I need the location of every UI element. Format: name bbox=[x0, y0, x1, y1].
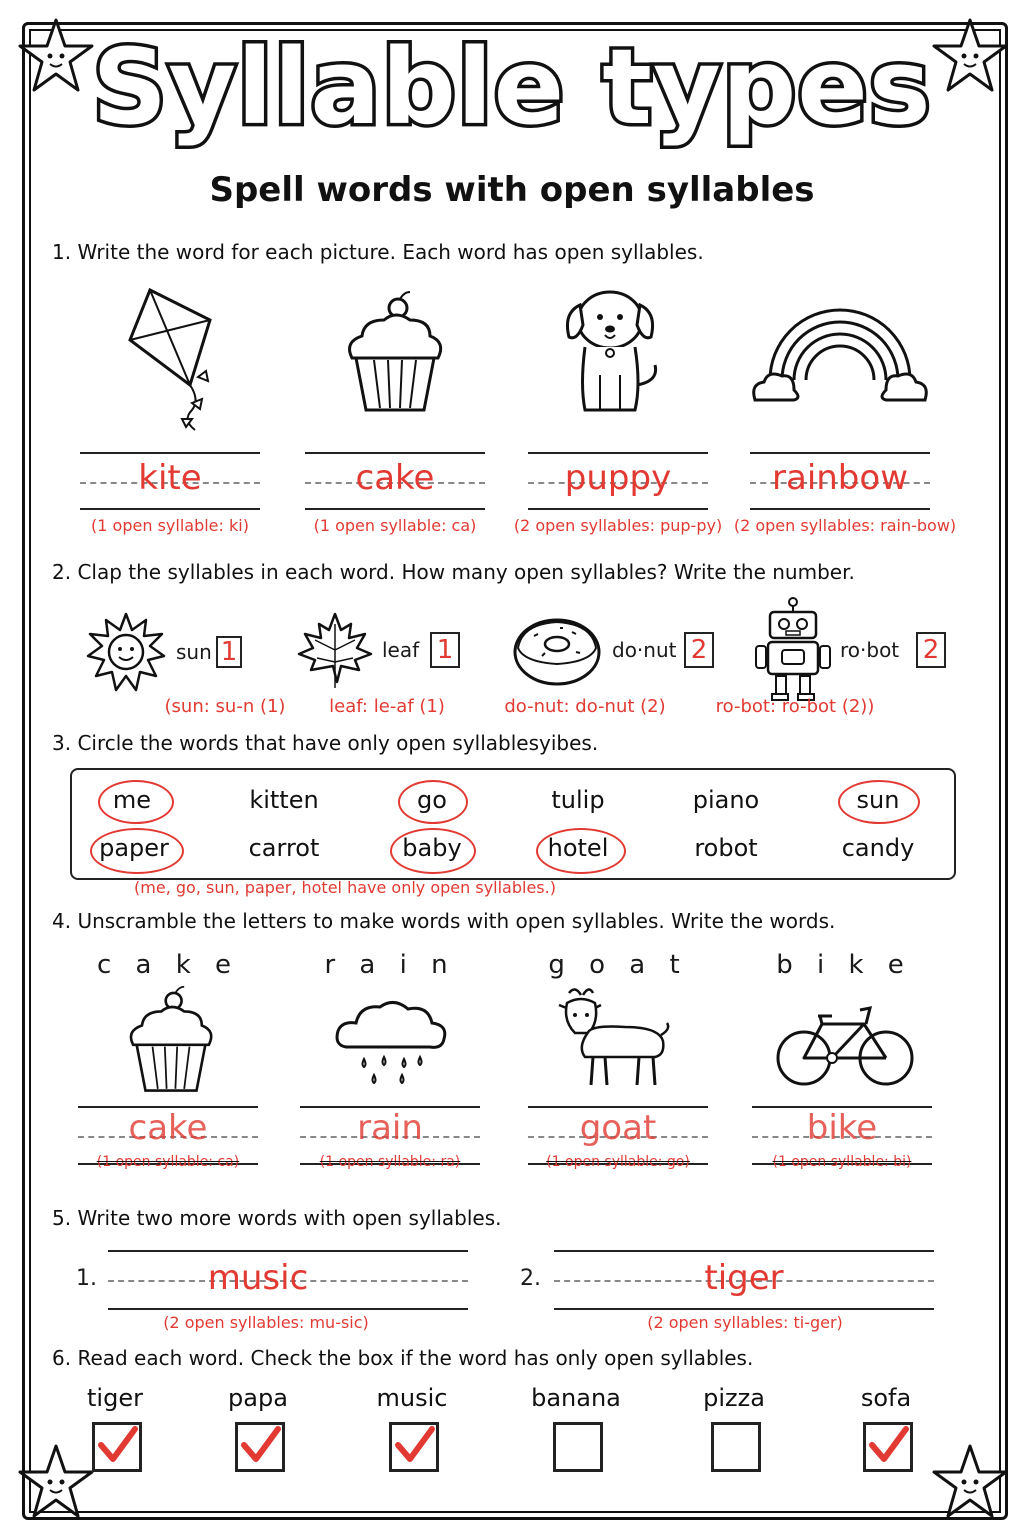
page-subtitle: Spell words with open syllables bbox=[209, 170, 815, 210]
q5-number: 2. bbox=[520, 1266, 541, 1291]
checkbox-pizza[interactable] bbox=[711, 1422, 761, 1472]
q5-instruction: 5. Write two more words with open syllables. bbox=[52, 1206, 502, 1230]
q2-hint: ro-bot: ro-bot (2)) bbox=[715, 696, 875, 717]
q2-hint: do-nut: do-nut (2) bbox=[504, 696, 666, 717]
rain-cloud-icon bbox=[332, 995, 452, 1090]
q1-hint: (2 open syllables: pup-py) bbox=[513, 516, 723, 535]
q2-number-box[interactable]: 1 bbox=[430, 632, 460, 668]
scrambled-letters: b i k e bbox=[776, 950, 912, 980]
donut-icon bbox=[512, 614, 602, 686]
leaf-icon bbox=[295, 610, 375, 690]
checkmark-icon bbox=[93, 1421, 141, 1469]
q3-word[interactable]: baby bbox=[402, 834, 462, 862]
q4-hint: (1 open syllable: ra) bbox=[319, 1154, 461, 1170]
q4-instruction: 4. Unscramble the letters to make words with open syllables. Write the words. bbox=[52, 909, 836, 933]
q2-word-robot: ro·bot bbox=[840, 638, 900, 662]
sun-icon bbox=[86, 612, 166, 692]
checkbox-tiger[interactable] bbox=[92, 1422, 142, 1472]
checkmark-icon bbox=[390, 1421, 438, 1469]
checkbox-music[interactable] bbox=[389, 1422, 439, 1472]
q6-word: papa bbox=[228, 1384, 288, 1412]
q4-answer-bike[interactable]: bike bbox=[806, 1108, 878, 1148]
q6-word: sofa bbox=[860, 1384, 912, 1412]
q4-answer-goat[interactable]: goat bbox=[579, 1108, 657, 1148]
q1-answer-rainbow[interactable]: rainbow bbox=[772, 458, 908, 498]
q2-number-box[interactable]: 2 bbox=[684, 632, 714, 668]
q3-word[interactable]: hotel bbox=[547, 834, 609, 862]
q4-hint: (1 open syllable: bi) bbox=[772, 1154, 912, 1170]
goat-icon bbox=[555, 985, 675, 1090]
q3-word[interactable]: tulip bbox=[551, 786, 605, 814]
q3-word[interactable]: piano bbox=[692, 786, 760, 814]
scrambled-letters: g o a t bbox=[548, 950, 688, 980]
q5-answer-1[interactable]: music bbox=[207, 1258, 309, 1298]
q1-answer-puppy[interactable]: puppy bbox=[564, 458, 672, 498]
page-title: Syllable types bbox=[92, 26, 932, 148]
q2-word-leaf: leaf bbox=[382, 638, 420, 662]
scrambled-letters: c a k e bbox=[96, 950, 240, 980]
checkmark-icon bbox=[864, 1421, 912, 1469]
q2-word-sun: sun bbox=[176, 640, 212, 664]
q4-answer-cake[interactable]: cake bbox=[128, 1108, 208, 1148]
q3-word[interactable]: robot bbox=[694, 834, 758, 862]
star-icon bbox=[14, 1440, 98, 1524]
q6-word: banana bbox=[531, 1384, 621, 1412]
q5-number: 1. bbox=[76, 1266, 97, 1291]
word-box bbox=[70, 768, 956, 880]
q4-hint: (1 open syllable: ca) bbox=[96, 1154, 240, 1170]
q5-hint: (2 open syllables: mu-sic) bbox=[163, 1313, 369, 1332]
q6-word: pizza bbox=[703, 1384, 765, 1412]
kite-icon bbox=[120, 285, 230, 435]
q3-word[interactable]: paper bbox=[99, 834, 169, 862]
q1-answer-cake[interactable]: cake bbox=[355, 458, 435, 498]
q6-word: music bbox=[376, 1384, 448, 1412]
q1-hint: (1 open syllable: ca) bbox=[313, 516, 477, 535]
q4-answer-rain[interactable]: rain bbox=[357, 1108, 423, 1148]
q3-word[interactable]: candy bbox=[841, 834, 915, 862]
checkmark-icon bbox=[236, 1421, 284, 1469]
q1-instruction: 1. Write the word for each picture. Each word has open syllables. bbox=[52, 240, 704, 264]
robot-icon bbox=[752, 596, 834, 704]
scrambled-letters: r a i n bbox=[324, 950, 456, 980]
q2-hint: (sun: su-n (1) bbox=[164, 696, 286, 717]
q6-word: tiger bbox=[87, 1384, 143, 1412]
q3-word[interactable]: carrot bbox=[248, 834, 320, 862]
bicycle-icon bbox=[774, 1000, 916, 1090]
q3-word[interactable]: sun bbox=[856, 786, 900, 814]
q2-word-donut: do·nut bbox=[612, 638, 677, 662]
q2-number-box[interactable]: 1 bbox=[216, 636, 242, 668]
q1-answer-kite[interactable]: kite bbox=[138, 458, 202, 498]
cupcake-icon bbox=[116, 985, 226, 1095]
q1-hint: (1 open syllable: ki) bbox=[91, 516, 249, 535]
rainbow-icon bbox=[750, 300, 930, 405]
q2-hint: leaf: le-af (1) bbox=[329, 696, 445, 717]
q4-hint: (1 open syllable: go) bbox=[546, 1154, 690, 1170]
q5-answer-2[interactable]: tiger bbox=[704, 1258, 784, 1298]
q6-instruction: 6. Read each word. Check the box if the word has only open syllables. bbox=[52, 1346, 754, 1370]
q3-instruction: 3. Circle the words that have only open syllablesyibes. bbox=[52, 731, 599, 755]
q2-instruction: 2. Clap the syllables in each word. How many open syllables? Write the number. bbox=[52, 560, 855, 584]
q5-hint: (2 open syllables: ti-ger) bbox=[647, 1313, 843, 1332]
q3-note: (me, go, sun, paper, hotel have only open syllables.) bbox=[134, 878, 556, 897]
checkbox-banana[interactable] bbox=[553, 1422, 603, 1472]
q2-number-box[interactable]: 2 bbox=[916, 632, 946, 668]
checkbox-sofa[interactable] bbox=[863, 1422, 913, 1472]
cupcake-icon bbox=[340, 290, 450, 415]
star-icon bbox=[928, 1440, 1012, 1524]
q3-word[interactable]: go bbox=[417, 786, 447, 814]
q3-word[interactable]: me bbox=[112, 786, 152, 814]
checkbox-papa[interactable] bbox=[235, 1422, 285, 1472]
q3-word[interactable]: kitten bbox=[249, 786, 319, 814]
puppy-icon bbox=[555, 285, 675, 420]
q1-hint: (2 open syllables: rain-bow) bbox=[733, 516, 957, 535]
